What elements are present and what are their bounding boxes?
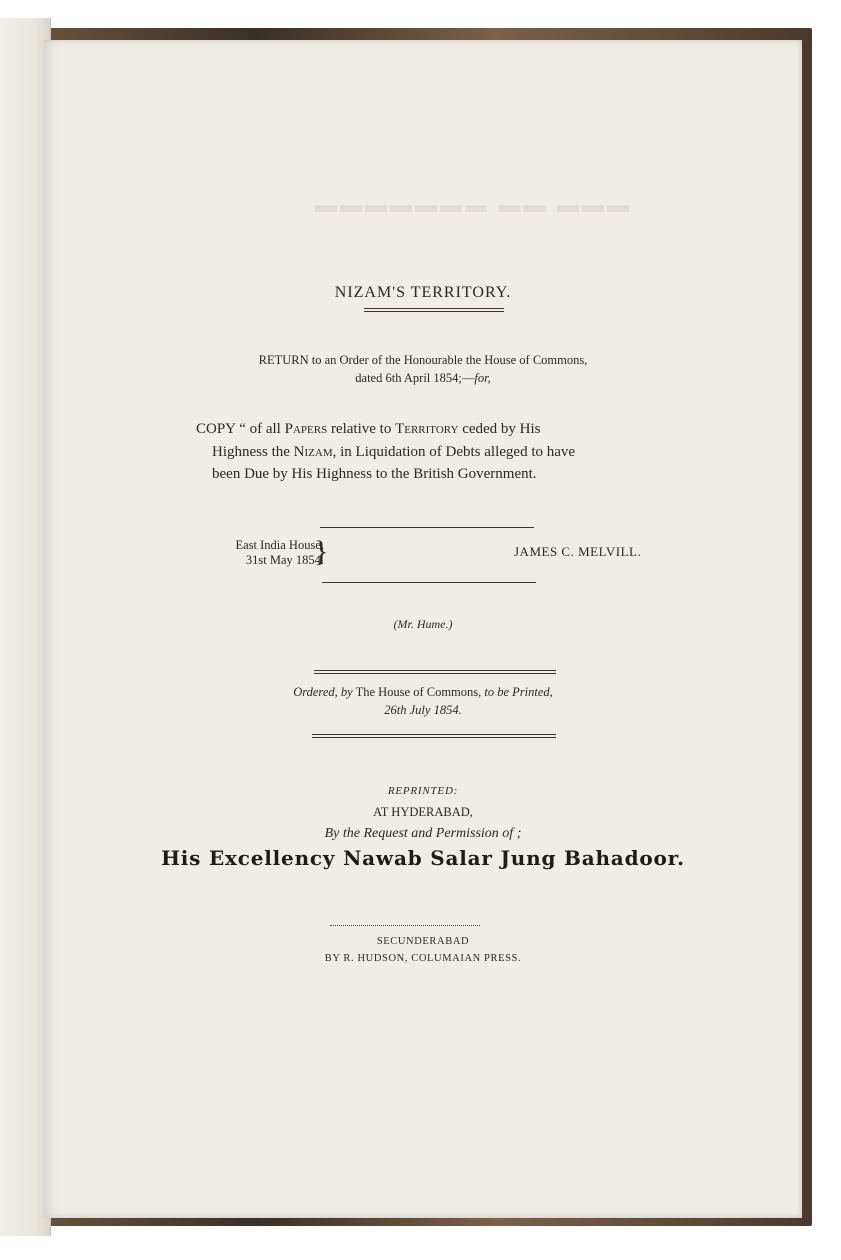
- page-title: NIZAM'S TERRITORY.: [334, 284, 512, 301]
- order-rule-top: [314, 670, 556, 674]
- signatory: JAMES C. MELVILL.: [514, 544, 642, 559]
- signature-rule-top: [320, 527, 534, 528]
- printing-order: Ordered, by The House of Commons, to be Printed, 26th July 1854.: [293, 685, 553, 717]
- return-notice: [44, 351, 802, 387]
- show-through-text: ▬▬▬ ▬▬ ▬▬▬▬▬▬▬: [312, 192, 629, 217]
- title-page: [44, 40, 802, 1218]
- copy-description: [196, 418, 676, 486]
- patron-name: His Excellency Nawab Salar Jung Bahadoor.: [161, 846, 685, 870]
- signature-rule-bottom: [322, 582, 536, 583]
- press-divider: [330, 925, 480, 926]
- address: East India House, 31st May 1854.: [235, 538, 324, 567]
- reprint-block: REPRINTED: AT HYDERABAD, By the Request and Permission of ;: [324, 785, 522, 841]
- mover: (Mr. Hume.): [393, 617, 453, 631]
- copy-line-1: COPY “ of all Papers relative to Territory ceded by His: [196, 421, 541, 437]
- copy-line-2: Highness the Nizam, in Liquidation of Debts alleged to have: [212, 443, 576, 460]
- order-rule-bottom: [312, 734, 556, 738]
- title-rule: [364, 308, 504, 312]
- press-imprint: SECUNDERABAD BY R. HUDSON, COLUMAIAN PRESS.: [324, 936, 522, 964]
- return-line-1: RETURN to an Order of the Honourable the House of Commons,: [258, 353, 588, 367]
- brace-icon: }: [314, 535, 329, 568]
- return-line-2: dated 6th April 1854;—for,: [355, 371, 491, 385]
- copy-line-3: been Due by His Highness to the British Government.: [212, 466, 537, 482]
